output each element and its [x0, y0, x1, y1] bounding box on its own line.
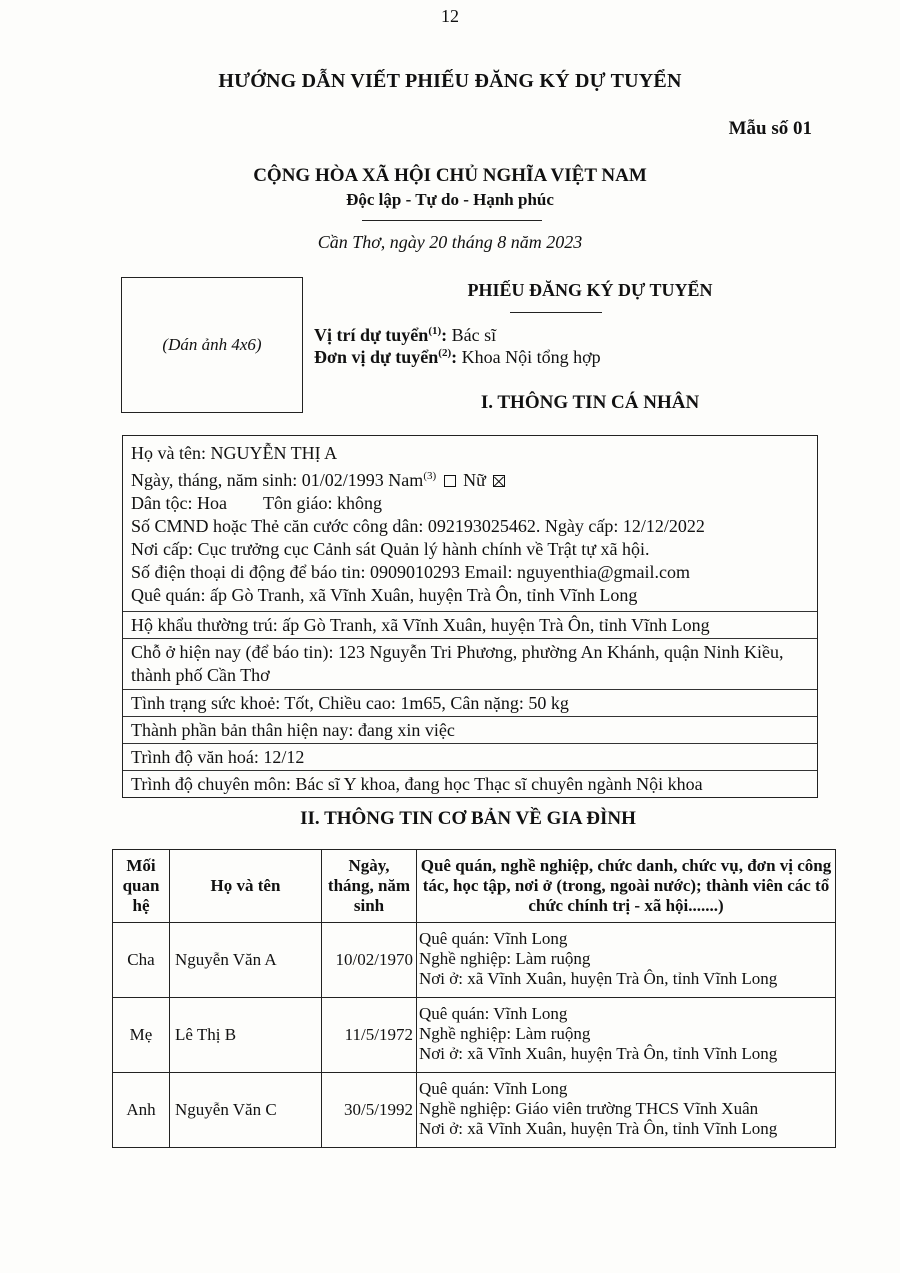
education-level: Trình độ văn hoá: 12/12 — [123, 744, 817, 771]
row-occupation: Nghề nghiệp: Giáo viên trường THCS Vĩnh Xuân — [419, 1099, 759, 1118]
health-status: Tình trạng sức khoẻ: Tốt, Chiều cao: 1m65, Cân nặng: 50 kg — [123, 690, 817, 717]
motto-underline — [362, 220, 542, 221]
row-relation: Anh — [113, 1073, 170, 1148]
current-address: Chỗ ở hiện nay (để báo tin): 123 Nguyễn Tri Phương, phường An Khánh, quận Ninh Kiều, thành phố Cần Thơ — [123, 639, 817, 690]
row-dob: 11/5/1972 — [322, 998, 417, 1073]
applied-position: Vị trí dự tuyển$^{(1)}$: Bác sĩ — [314, 325, 497, 345]
row-name: Lê Thị B — [170, 998, 322, 1073]
form-title-underline — [510, 312, 602, 313]
row-info — [417, 923, 836, 998]
position-label: Vị trí dự tuyển — [314, 325, 429, 345]
section1-title: I. THÔNG TIN CÁ NHÂN — [480, 392, 700, 413]
phone-email: Số điện thoại di động để báo tin: 0909010293 Email: nguyenthia@gmail.com — [131, 562, 691, 582]
row-hometown: Quê quán: Vĩnh Long — [419, 1079, 568, 1098]
full-name: Họ và tên: NGUYỄN THỊ A — [131, 443, 338, 463]
photo-placeholder: (Dán ảnh 4x6) — [162, 335, 262, 354]
ethnicity-religion-line — [131, 492, 809, 515]
gender-note: (3) — [423, 470, 437, 482]
dob-text: Ngày, tháng, năm sinh: 01/02/1993 Nam — [131, 470, 424, 490]
ethnicity: Dân tộc: Hoa — [131, 493, 227, 513]
table-row — [113, 923, 836, 998]
header-name: Họ và tên — [170, 850, 322, 923]
issued-by: Nơi cấp: Cục trưởng cục Cảnh sát Quản lý hành chính về Trật tự xã hội. — [131, 539, 650, 559]
place-date: Cần Thơ, ngày 20 tháng 8 năm 2023 — [317, 232, 583, 252]
permanent-residence: Hộ khẩu thường trú: ấp Gò Tranh, xã Vĩnh Xuân, huyện Trà Ôn, tỉnh Vĩnh Long — [123, 612, 817, 639]
position-value: Bác sĩ — [451, 325, 497, 345]
header-relation: Mối quan hệ — [113, 850, 170, 923]
row-residence: Nơi ở: xã Vĩnh Xuân, huyện Trà Ôn, tỉnh Vĩnh Long — [419, 969, 778, 988]
family-table — [112, 849, 836, 1148]
row-residence: Nơi ở: xã Vĩnh Xuân, huyện Trà Ôn, tỉnh Vĩnh Long — [419, 1044, 778, 1063]
guide-title: HƯỚNG DẪN VIẾT PHIẾU ĐĂNG KÝ DỰ TUYỂN — [218, 70, 682, 92]
personal-info-box — [122, 435, 818, 798]
professional-level: Trình độ chuyên môn: Bác sĩ Y khoa, đang học Thạc sĩ chuyên ngành Nội khoa — [131, 774, 703, 794]
unit-note: (2) — [438, 347, 452, 359]
photo-box — [121, 277, 303, 413]
national-motto: Độc lập - Tự do - Hạnh phúc — [346, 190, 554, 209]
unit-value: Khoa Nội tổng hợp — [461, 347, 601, 367]
female-checkbox[interactable] — [493, 475, 505, 487]
header-dob: Ngày, tháng, năm sinh — [322, 850, 417, 923]
row-hometown: Quê quán: Vĩnh Long — [419, 1004, 568, 1023]
row-relation: Mẹ — [113, 998, 170, 1073]
current-status: Thành phần bản thân hiện nay: đang xin việc — [123, 717, 817, 744]
form-code: Mẫu số 01 — [728, 118, 812, 139]
row-relation: Cha — [113, 923, 170, 998]
position-note: (1) — [428, 325, 442, 337]
unit-label: Đơn vị dự tuyển — [314, 347, 439, 367]
table-row — [113, 1073, 836, 1148]
row-info — [417, 998, 836, 1073]
male-checkbox[interactable] — [444, 475, 456, 487]
page-number: 12 — [441, 6, 459, 26]
table-row — [113, 998, 836, 1073]
row-residence: Nơi ở: xã Vĩnh Xuân, huyện Trà Ôn, tỉnh Vĩnh Long — [419, 1119, 778, 1138]
personal-main-block — [123, 436, 817, 612]
row-occupation: Nghề nghiệp: Làm ruộng — [419, 949, 591, 968]
religion: Tôn giáo: không — [262, 493, 382, 513]
hometown: Quê quán: ấp Gò Tranh, xã Vĩnh Xuân, huyện Trà Ôn, tỉnh Vĩnh Long — [131, 585, 638, 605]
dob-gender-line — [131, 465, 809, 492]
row-name: Nguyễn Văn C — [170, 1073, 322, 1148]
row-hometown: Quê quán: Vĩnh Long — [419, 929, 568, 948]
section2-title: II. THÔNG TIN CƠ BẢN VỀ GIA ĐÌNH — [300, 808, 636, 829]
row-name: Nguyễn Văn A — [170, 923, 322, 998]
form-title: PHIẾU ĐĂNG KÝ DỰ TUYỂN — [467, 280, 713, 300]
country-name: CỘNG HÒA XÃ HỘI CHỦ NGHĨA VIỆT NAM — [253, 165, 647, 186]
applied-unit: Đơn vị dự tuyển$^{(2)}$: Khoa Nội tổng hợp — [314, 347, 601, 367]
header-info: Quê quán, nghề nghiệp, chức danh, chức vụ, đơn vị công tác, học tập, nơi ở (trong, ngoài nước); thành viên các tổ chức chính trị - xã hội.......) — [417, 850, 836, 923]
row-dob: 30/5/1992 — [322, 1073, 417, 1148]
female-label: Nữ — [463, 470, 486, 490]
row-occupation: Nghề nghiệp: Làm ruộng — [419, 1024, 591, 1043]
row-info — [417, 1073, 836, 1148]
family-table-header — [113, 850, 836, 923]
id-card: Số CMND hoặc Thẻ căn cước công dân: 092193025462. Ngày cấp: 12/12/2022 — [131, 516, 705, 536]
row-dob: 10/02/1970 — [322, 923, 417, 998]
